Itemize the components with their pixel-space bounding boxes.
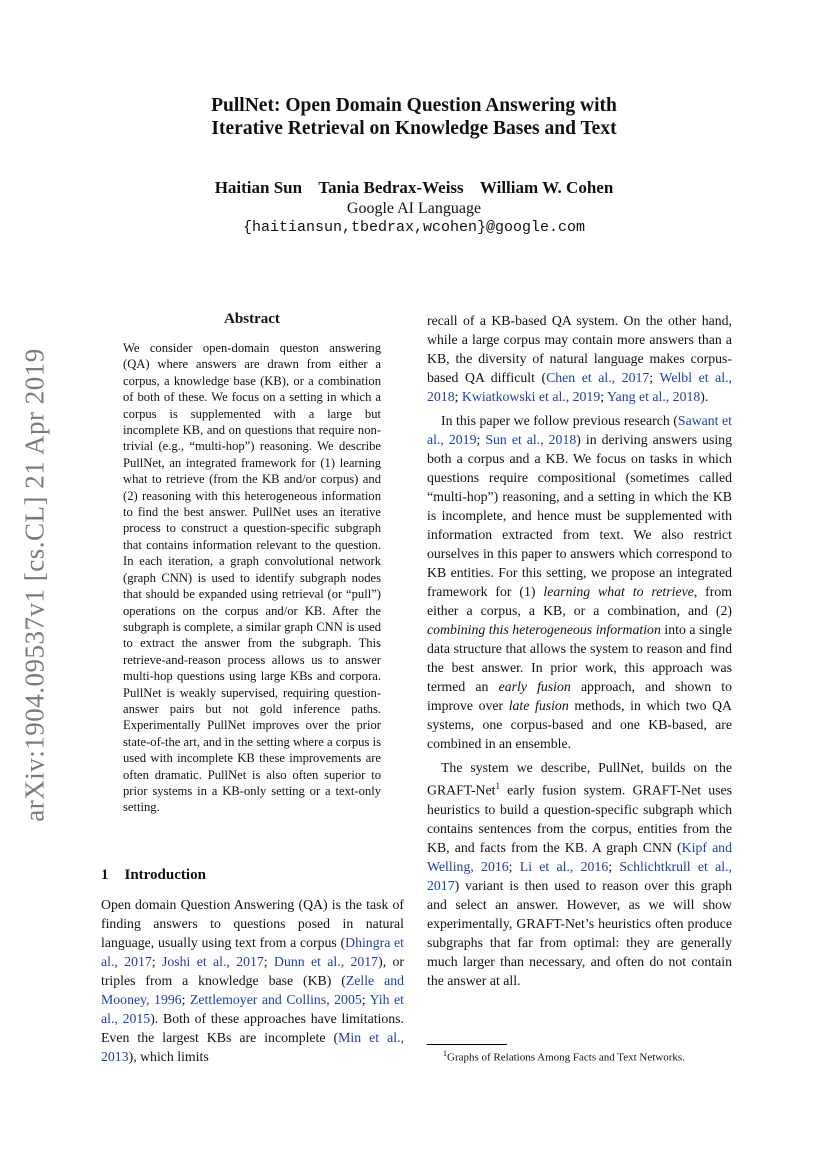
citation-link[interactable]: Dhingra et al., 2017 xyxy=(101,935,405,969)
emphasis: early fusion xyxy=(498,679,571,694)
text-run: The system we describe, PullNet, builds on the GRAFT-Net xyxy=(427,760,732,798)
citation-link[interactable]: Kipf and Welling, 2016 xyxy=(427,839,732,874)
footnote xyxy=(443,1049,685,1064)
text-run: early fusion system. GRAFT-Net uses heuristics to build a question-specific subgraph which contains sentences from the corpus, entities from the KB, and facts from the KB. A graph CNN ( xyxy=(427,782,732,855)
author-3: William W. Cohen xyxy=(479,178,614,197)
abstract-heading: Abstract xyxy=(224,311,280,327)
title-line-2: Iterative Retrieval on Knowledge Bases and Text xyxy=(211,118,617,139)
citation-link[interactable]: Zettlemoyer and Collins, 2005 xyxy=(189,992,362,1007)
section-number: 1 xyxy=(101,867,109,883)
text-run: recall of a KB-based QA system. On the other hand, while a large corpus may contain more answers than a KB, the diversity of natural language makes corpus-based QA difficult ( xyxy=(427,313,732,385)
citation-link[interactable]: Yang et al., 2018 xyxy=(607,389,701,404)
citation-link[interactable]: Yih et al., 2015 xyxy=(101,992,404,1026)
text-run: approach, and shown to improve over xyxy=(427,679,733,713)
text-run: ; xyxy=(181,992,190,1007)
citation-link[interactable]: Dunn et al., 2017 xyxy=(273,954,379,969)
citation-link[interactable]: Sawant et al., 2019 xyxy=(427,413,732,447)
footnote-text: Graphs of Relations Among Facts and Text Networks. xyxy=(447,1051,685,1064)
citation-link[interactable]: Li et al., 2016 xyxy=(519,858,609,874)
paragraph-approach xyxy=(427,411,732,753)
text-run: In this paper we follow previous research ( xyxy=(441,413,678,428)
text-run: ; xyxy=(454,389,462,404)
text-run: ; xyxy=(608,858,620,874)
paragraph-recall xyxy=(427,311,732,406)
footnote-mark: 1 xyxy=(443,1049,447,1058)
text-run: into a single data structure that allows the system to reason and find the best answer. In prior work, this approach was termed an xyxy=(427,622,732,694)
title-line-1: PullNet: Open Domain Question Answering with xyxy=(211,95,617,116)
affiliation: Google AI Language xyxy=(346,200,482,217)
text-run: ; xyxy=(649,370,660,385)
arxiv-identifier-stamp: arXiv:1904.09537v1 [cs.CL] 21 Apr 2019 xyxy=(19,348,50,822)
citation-link[interactable]: Joshi et al., 2017 xyxy=(161,954,264,969)
text-run: ; xyxy=(508,858,520,874)
text-run: ; xyxy=(263,954,274,969)
text-run: ). Both of these approaches have limitations. Even the largest KBs are incomplete ( xyxy=(101,1011,404,1045)
citation-link[interactable]: Chen et al., 2017 xyxy=(546,370,650,385)
right-column xyxy=(427,311,732,995)
text-run: ; xyxy=(600,389,608,404)
text-run: , from either a corpus, a KB, or a combination, and (2) xyxy=(427,584,732,618)
paper-title xyxy=(0,94,828,140)
author-emails: {haitiansun,tbedrax,wcohen}@google.com xyxy=(242,219,586,236)
paragraph-graftnet xyxy=(427,758,732,990)
emphasis: combining this heterogeneous information xyxy=(427,622,661,637)
text-run: methods, in which two QA systems, one corpus-based and one KB-based, are combined in an ensemble. xyxy=(427,698,732,751)
citation-link[interactable]: Schlichtkrull et al., 2017 xyxy=(427,858,732,893)
text-run: Open domain Question Answering (QA) is the task of finding answers to questions posed in natural language, usually using text from a corpus ( xyxy=(101,897,404,950)
citation-link[interactable]: Min et al., 2013 xyxy=(101,1030,404,1064)
text-run: ). xyxy=(700,389,709,404)
introduction-paragraph xyxy=(101,895,404,1066)
abstract-text: We consider open-domain queston answering (QA) where answers are drawn from either a corpus, a knowledge base (KB), or a combination of both of these. We focus on a setting in which a corpus is supplemented with a large but incomplete KB, and on questions that require non-trivial (e.g., “multi-hop”) reasoning. We describe PullNet, an integrated framework for (1) learning what to retrieve (from the KB and/or corpus) and (2) reasoning with this heterogeneous information to find the best answer. PullNet uses an iterative process to construct a question-specific subgraph that contains information relevant to the question. In each iteration, a graph convolutional network (graph CNN) is used to identify subgraph nodes that should be expanded using retrieval (or “pull”) operations on the corpus and/or KB. After the subgraph is complete, a similar graph CNN is used to extract the answer from the subgraph. This retrieve-and-reason process allows us to answer multi-hop questions using large KBs and corpora. PullNet is weakly supervised, requiring question-answer pairs but not gold inference paths. Experimentally PullNet improves over the prior state-of-the art, and in the setting where a corpus is used with incomplete KB these improvements are often dramatic. PullNet is also often superior to prior systems in a KB-only setting or a text-only setting. xyxy=(123,341,381,815)
text-run: ; xyxy=(151,954,162,969)
footnote-marker[interactable]: 1 xyxy=(495,781,500,791)
citation-link[interactable]: Welbl et al., 2018 xyxy=(427,370,732,404)
footnote-divider xyxy=(427,1044,507,1045)
author-list xyxy=(0,178,828,198)
text-run: ) variant is then used to reason over this graph and select an answer. However, as we will show experimentally, GRAFT-Net’s heuristics often produce subgraphs that far from optimal: they are generally much larger than necessary, and often do not contain the answer at all. xyxy=(427,877,732,988)
emphasis: late fusion xyxy=(508,698,569,713)
citation-link[interactable]: Zelle and Mooney, 1996 xyxy=(101,973,405,1007)
author-1: Haitian Sun xyxy=(214,178,303,197)
section-title: Introduction xyxy=(124,867,206,883)
author-2: Tania Bedrax-Weiss xyxy=(318,178,464,197)
text-run: ), or triples from a knowledge base (KB) ( xyxy=(101,954,404,988)
text-run: ; xyxy=(361,992,370,1007)
text-run: ), which limits xyxy=(128,1049,209,1064)
section-heading-introduction xyxy=(101,867,206,884)
citation-link[interactable]: Sun et al., 2018 xyxy=(485,432,577,447)
citation-link[interactable]: Kwiatkowski et al., 2019 xyxy=(461,389,601,404)
text-run: ) in deriving answers using both a corpus and a KB. We focus on tasks in which questions require compositional (sometimes called “multi-hop”) reasoning, and a setting in which the KB is incomplete, and hence must be supplemented with information extracted from text. We also restrict ourselves in this paper to answers which correspond to KB entities. For this setting, we propose an integrated framework for (1) xyxy=(427,432,732,599)
text-run: ; xyxy=(476,432,486,447)
emphasis: learning what to retrieve xyxy=(543,584,694,599)
